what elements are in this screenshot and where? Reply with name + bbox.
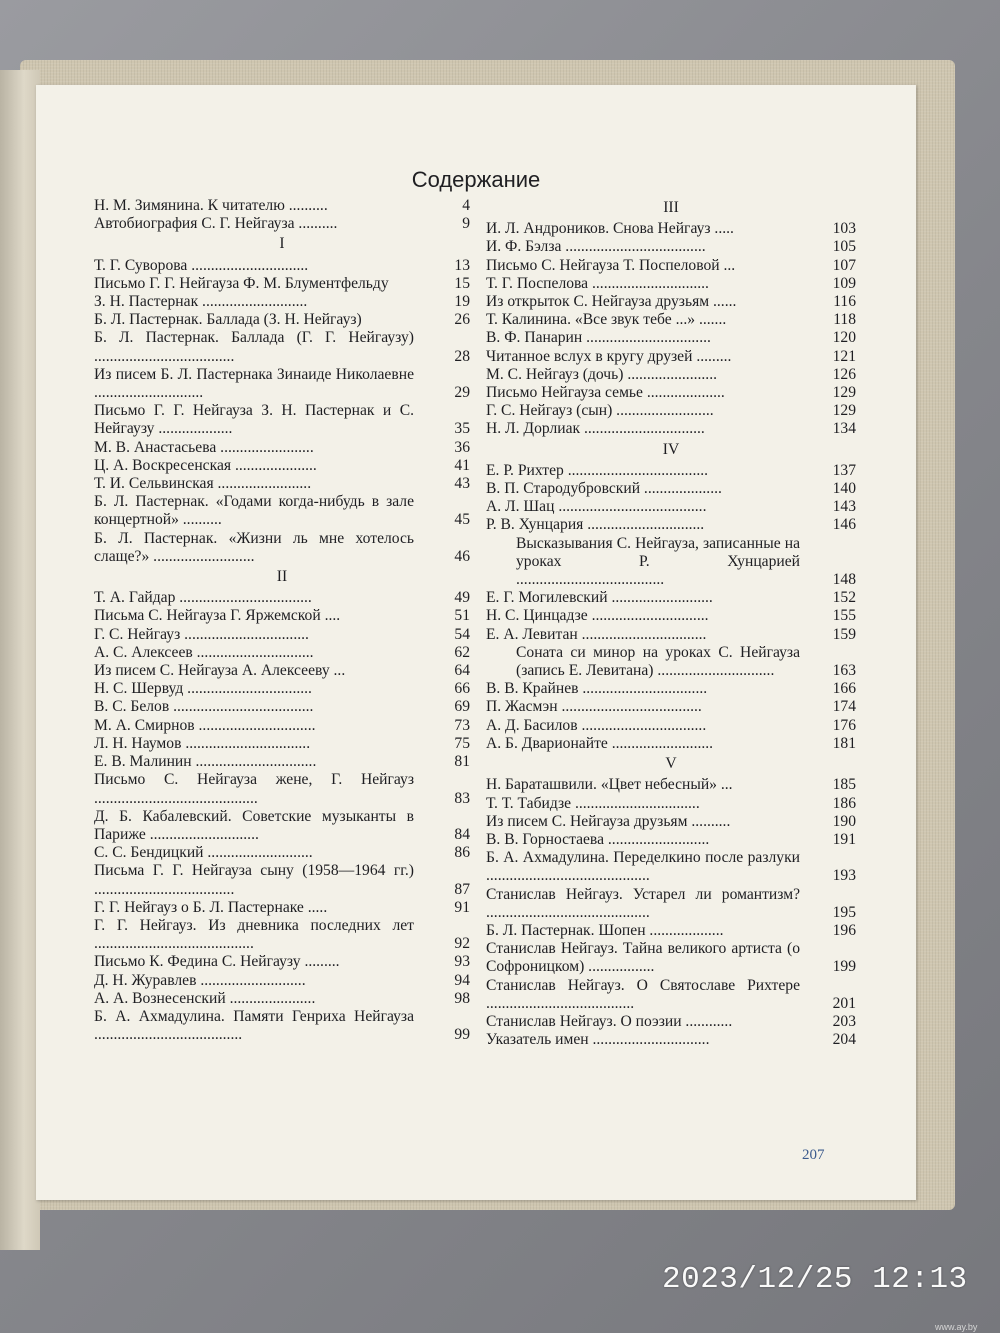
- toc-entry: [486, 680, 856, 698]
- toc-entry-page: 107: [832, 256, 856, 274]
- toc-entry-title: Из писем С. Нейгауза друзьям ..........: [486, 812, 731, 830]
- toc-entry-page: 176: [832, 716, 856, 734]
- toc-entry: [486, 607, 856, 625]
- toc-entry: [94, 275, 470, 293]
- toc-entry: [94, 844, 470, 862]
- toc-entry: [486, 420, 856, 438]
- toc-entry-page: 81: [454, 753, 470, 771]
- toc-entry-page: 186: [832, 794, 856, 812]
- toc-entry: [94, 329, 470, 365]
- toc-entry: [486, 795, 856, 813]
- toc-entry-title: Письмо С. Нейгауза жене, Г. Нейгауз ..........................................: [94, 771, 414, 807]
- toc-entry: [486, 922, 856, 940]
- toc-entry-page: 185: [832, 776, 856, 794]
- toc-entry-page: 181: [832, 734, 856, 752]
- toc-entry-title: Г. С. Нейгауз ................................: [94, 625, 309, 643]
- toc-entry-title: В. В. Крайнев ................................: [486, 680, 708, 698]
- toc-entry-title: Е. А. Левитан ................................: [486, 625, 707, 643]
- toc-section-heading: III: [663, 199, 679, 216]
- toc-entry-page: 129: [832, 384, 856, 402]
- toc-entry: [94, 808, 470, 844]
- toc-entry-page: 129: [832, 402, 856, 420]
- toc-left-column: [94, 197, 470, 1044]
- toc-entry: [486, 257, 856, 275]
- toc-entry: [486, 275, 856, 293]
- toc-entry-page: 41: [454, 456, 470, 474]
- toc-entry-page: 121: [832, 347, 856, 365]
- toc-entry-title: Ц. А. Воскресенская .....................: [94, 456, 317, 474]
- toc-entry: [94, 197, 470, 215]
- toc-entry-page: 54: [454, 625, 470, 643]
- toc-entry-page: 196: [832, 921, 856, 939]
- toc-entry-title: Письмо Нейгауза семье ....................: [486, 384, 725, 402]
- toc-entry-page: 69: [454, 698, 470, 716]
- toc-entry-title: И. Л. Андроников. Снова Нейгауз .....: [486, 220, 734, 238]
- toc-entry: [94, 607, 470, 625]
- toc-entry-page: 93: [454, 953, 470, 971]
- toc-entry-title: Читанное вслух в кругу друзей .........: [486, 347, 732, 365]
- toc-entry-page: 174: [832, 698, 856, 716]
- toc-entry-title: Е. Г. Могилевский ..........................: [486, 589, 713, 607]
- toc-entry: [94, 366, 470, 402]
- toc-entry: [486, 735, 856, 753]
- toc-entry-page: 201: [832, 994, 856, 1012]
- toc-entry: [486, 498, 856, 516]
- toc-entry: [94, 589, 470, 607]
- toc-entry-title: Станислав Нейгауз. О Святославе Рихтере ......................................: [486, 976, 800, 1012]
- toc-entry: [94, 953, 470, 971]
- toc-entry-title: Д. Б. Кабалевский. Советские музыканты в Париже ............................: [94, 807, 414, 843]
- toc-entry: [486, 348, 856, 366]
- toc-entry-page: 190: [832, 812, 856, 830]
- toc-entry-title: В. П. Стародубровский ....................: [486, 480, 722, 498]
- toc-entry-title: Автобиография С. Г. Нейгауза ..........: [94, 215, 338, 233]
- toc-entry-title: И. Ф. Бэлза ....................................: [486, 238, 706, 256]
- toc-entry-page: 4: [462, 197, 470, 214]
- toc-entry-page: 9: [462, 215, 470, 233]
- toc-entry: [94, 215, 470, 233]
- toc-entry: [486, 220, 856, 238]
- toc-entry: [486, 849, 856, 885]
- book-page: [36, 85, 916, 1200]
- toc-entry-page: 109: [832, 274, 856, 292]
- toc-entry-page: 98: [454, 989, 470, 1007]
- book-spine-gutter: [0, 70, 40, 1250]
- toc-entry-page: 195: [832, 903, 856, 921]
- toc-entry-page: 64: [454, 662, 470, 680]
- toc-entry-title: Т. И. Сельвинская ........................: [94, 475, 312, 493]
- toc-entry-title: Письмо К. Федина С. Нейгаузу .........: [94, 953, 340, 971]
- toc-entry-page: 87: [454, 880, 470, 898]
- toc-entry: [486, 402, 856, 420]
- toc-entry: [486, 384, 856, 402]
- toc-entry-title: В. С. Белов ....................................: [94, 698, 314, 716]
- toc-entry-page: 49: [454, 589, 470, 607]
- toc-entry-title: Б. Л. Пастернак. Баллада (З. Н. Нейгауз): [94, 311, 362, 329]
- toc-entry: [94, 1008, 470, 1044]
- toc-entry-page: 159: [832, 625, 856, 643]
- toc-entry-title: П. Жасмэн ....................................: [486, 698, 702, 716]
- toc-entry: [486, 516, 856, 534]
- toc-entry-page: 203: [832, 1012, 856, 1030]
- toc-entry-page: 193: [832, 867, 856, 885]
- toc-entry-title: Станислав Нейгауз. Устарел ли романтизм? ..........................................: [486, 885, 800, 921]
- toc-entry-page: 26: [454, 311, 470, 329]
- toc-entry-page: 105: [832, 238, 856, 256]
- toc-entry: [94, 680, 470, 698]
- toc-entry-title: А. Л. Шац ......................................: [486, 498, 707, 516]
- toc-entry-page: 204: [832, 1031, 856, 1049]
- toc-entry-page: 43: [454, 475, 470, 493]
- toc-entry: [94, 293, 470, 311]
- toc-entry: [486, 535, 856, 590]
- toc-entry-title: Из писем С. Нейгауза А. Алексееву ...: [94, 662, 346, 680]
- toc-entry-title: С. С. Бендицкий ...........................: [94, 844, 313, 862]
- toc-entry-page: 116: [833, 293, 856, 311]
- toc-entry: [94, 862, 470, 898]
- page-number: 207: [802, 1147, 825, 1163]
- toc-entry-page: 75: [454, 734, 470, 752]
- toc-entry-page: 166: [832, 680, 856, 698]
- toc-entry-page: 51: [454, 607, 470, 625]
- toc-entry-title: Из писем Б. Л. Пастернака Зинаиде Николаевне ............................: [94, 365, 414, 402]
- site-watermark: www.ay.by: [935, 1322, 978, 1332]
- toc-entry-title: Н. Бараташвили. «Цвет небесный» ...: [486, 776, 733, 794]
- toc-entry: [94, 475, 470, 493]
- toc-entry-title: Е. Р. Рихтер ....................................: [486, 461, 709, 479]
- toc-entry-page: 152: [832, 589, 856, 607]
- toc-entry-title: Соната си минор на уроках С. Нейгауза (запись Е. Левитана) ..............................: [516, 643, 800, 680]
- toc-entry: [486, 462, 856, 480]
- toc-entry-page: 13: [454, 256, 470, 274]
- toc-entry-title: Т. Г. Суворова ..............................: [94, 256, 309, 274]
- toc-entry-page: 15: [454, 274, 470, 292]
- toc-entry-title: Из открыток С. Нейгауза друзьям ......: [486, 293, 737, 311]
- toc-entry-title: Г. Г. Нейгауз. Из дневника последних лет .........................................: [94, 916, 414, 953]
- toc-entry: [486, 480, 856, 498]
- toc-entry: [94, 990, 470, 1008]
- toc-entry: [94, 493, 470, 529]
- toc-entry: [94, 753, 470, 771]
- toc-entry-title: М. С. Нейгауз (дочь) .......................: [486, 365, 717, 383]
- toc-entry-title: Письмо Г. Г. Нейгауза З. Н. Пастернак и С. Нейгаузу ...................: [94, 402, 414, 438]
- toc-entry-page: 148: [832, 571, 856, 589]
- toc-entry-title: Б. А. Ахмадулина. Памяти Генриха Нейгауза ......................................: [94, 1007, 414, 1044]
- toc-entry: [486, 977, 856, 1013]
- toc-entry-title: Д. Н. Журавлев ...........................: [94, 971, 306, 989]
- page-title: Содержание: [411, 167, 541, 192]
- toc-entry: [486, 813, 856, 831]
- toc-section-heading: V: [665, 755, 677, 773]
- toc-entry-title: Е. В. Малинин ...............................: [94, 753, 317, 771]
- toc-entry-title: Письма Г. Г. Нейгауза сыну (1958—1964 гг.) ....................................: [94, 862, 414, 898]
- toc-entry-page: 120: [832, 329, 856, 347]
- toc-entry: [94, 662, 470, 680]
- toc-entry-title: Т. Калинина. «Все звук тебе ...» .......: [486, 311, 727, 329]
- toc-entry: [486, 238, 856, 256]
- toc-entry-page: 140: [832, 480, 856, 498]
- toc-entry-title: Т. Г. Поспелова ..............................: [486, 274, 709, 292]
- toc-entry-page: 126: [832, 365, 856, 383]
- toc-entry: [94, 698, 470, 716]
- toc-section-heading: I: [279, 235, 285, 253]
- toc-entry-page: 46: [454, 547, 470, 565]
- toc-entry-title: Письмо С. Нейгауза Т. Поспеловой ...: [486, 256, 736, 274]
- toc-entry: [94, 457, 470, 475]
- toc-section-heading: IV: [662, 440, 680, 458]
- toc-entry-title: А. Б. Дварионайте ..........................: [486, 734, 714, 752]
- toc-entry-page: 45: [454, 511, 470, 529]
- toc-entry: [94, 717, 470, 735]
- toc-entry: [94, 644, 470, 662]
- toc-entry: [94, 735, 470, 753]
- toc-entry: [486, 644, 856, 680]
- toc-section-heading: II: [276, 568, 288, 586]
- toc-entry: [486, 1013, 856, 1031]
- toc-entry-page: 146: [832, 516, 856, 534]
- toc-entry-title: В. В. Горностаева ..........................: [486, 830, 710, 848]
- toc-entry-page: 86: [454, 844, 470, 862]
- toc-entry-title: Б. Л. Пастернак. Баллада (Г. Г. Нейгаузу) ....................................: [94, 329, 414, 365]
- toc-entry-page: 137: [832, 461, 856, 479]
- toc-entry-title: Р. В. Хунцария ..............................: [486, 516, 705, 534]
- toc-entry-page: 163: [832, 662, 856, 680]
- toc-entry: [94, 257, 470, 275]
- toc-entry-page: 35: [454, 420, 470, 438]
- toc-entry-title: М. В. Анастасьева ........................: [94, 438, 314, 456]
- toc-entry: [486, 717, 856, 735]
- toc-entry-title: Н. С. Цинцадзе ..............................: [486, 607, 709, 625]
- toc-entry-page: 66: [454, 680, 470, 698]
- toc-entry-title: Станислав Нейгауз. О поэзии ............: [486, 1012, 733, 1030]
- toc-entry-title: Станислав Нейгауз. Тайна великого артиста (о Софроницком) .................: [486, 940, 800, 976]
- toc-entry-page: 155: [832, 607, 856, 625]
- toc-entry-page: 84: [454, 825, 470, 843]
- toc-entry-page: 91: [454, 898, 470, 916]
- toc-entry-title: А. С. Алексеев ..............................: [94, 643, 314, 661]
- toc-entry: [94, 917, 470, 953]
- toc-entry-title: Н. Л. Дорлиак ...............................: [486, 420, 705, 438]
- toc-entry: [94, 311, 470, 329]
- toc-entry: [94, 439, 470, 457]
- toc-entry: [94, 899, 470, 917]
- photo-timestamp: 2023/12/25 12:13: [662, 1262, 968, 1297]
- toc-entry-page: 29: [454, 384, 470, 402]
- toc-entry: [94, 402, 470, 438]
- toc-entry-title: Высказывания С. Нейгауза, записанные на уроках Р. Хунцарией ......................................: [516, 534, 800, 589]
- toc-entry: [94, 771, 470, 807]
- toc-entry: [486, 589, 856, 607]
- toc-entry-title: Н. С. Шервуд ................................: [94, 680, 312, 698]
- toc-entry: [486, 776, 856, 794]
- toc-entry: [486, 311, 856, 329]
- toc-entry-title: Б. А. Ахмадулина. Переделкино после разлуки ..........................................: [486, 849, 800, 885]
- toc-entry-title: Б. Л. Пастернак. «Годами когда-нибудь в зале концертной» ..........: [94, 493, 414, 529]
- toc-entry-page: 36: [454, 438, 470, 456]
- toc-entry-title: Л. Н. Наумов ................................: [94, 734, 311, 752]
- toc-entry-page: 19: [454, 293, 470, 311]
- toc-entry: [486, 293, 856, 311]
- toc-entry-title: Н. М. Зимянина. К читателю ..........: [94, 197, 328, 214]
- toc-entry: [486, 366, 856, 384]
- toc-entry-title: Г. Г. Нейгауз о Б. Л. Пастернаке .....: [94, 898, 328, 916]
- toc-entry: [486, 1031, 856, 1049]
- toc-entry-page: 28: [454, 347, 470, 365]
- toc-entry-page: 118: [833, 311, 856, 329]
- toc-entry-title: Указатель имен ..............................: [486, 1031, 710, 1049]
- toc-entry-title: Г. С. Нейгауз (сын) .........................: [486, 402, 714, 420]
- toc-entry-page: 62: [454, 643, 470, 661]
- toc-entry: [486, 626, 856, 644]
- toc-entry-page: 73: [454, 716, 470, 734]
- toc-entry-title: З. Н. Пастернак ...........................: [94, 293, 308, 311]
- toc-entry-title: М. А. Смирнов ..............................: [94, 716, 316, 734]
- toc-entry-title: Б. Л. Пастернак. Шопен ...................: [486, 921, 724, 939]
- toc-entry: [94, 626, 470, 644]
- toc-entry-title: Т. Т. Табидзе ................................: [486, 794, 700, 812]
- toc-entry-page: 99: [454, 1026, 470, 1044]
- toc-entry: [486, 940, 856, 976]
- toc-entry-page: 191: [832, 830, 856, 848]
- toc-entry: [486, 886, 856, 922]
- toc-entry-page: 94: [454, 971, 470, 989]
- toc-entry-title: Письмо Г. Г. Нейгауза Ф. М. Блументфельду: [94, 274, 389, 292]
- toc-entry: [486, 831, 856, 849]
- toc-entry-title: Т. А. Гайдар ..................................: [94, 589, 312, 607]
- toc-entry-page: 103: [832, 220, 856, 238]
- toc-entry-page: 134: [832, 420, 856, 438]
- toc-entry-page: 199: [832, 958, 856, 976]
- toc-entry-title: В. Ф. Панарин ................................: [486, 329, 711, 347]
- toc-entry-title: Б. Л. Пастернак. «Жизни ль мне хотелось слаще?» ..........................: [94, 529, 414, 565]
- toc-entry-page: 92: [454, 935, 470, 953]
- toc-entry: [486, 698, 856, 716]
- toc-entry-page: 83: [454, 789, 470, 807]
- toc-entry: [94, 530, 470, 566]
- toc-entry: [94, 972, 470, 990]
- toc-right-column: [486, 197, 856, 1049]
- toc-entry-page: 143: [832, 498, 856, 516]
- toc-entry-title: Письма С. Нейгауза Г. Яржемской ....: [94, 607, 341, 625]
- toc-entry-title: А. А. Вознесенский ......................: [94, 989, 316, 1007]
- toc-entry-title: А. Д. Басилов ................................: [486, 716, 707, 734]
- toc-entry: [486, 329, 856, 347]
